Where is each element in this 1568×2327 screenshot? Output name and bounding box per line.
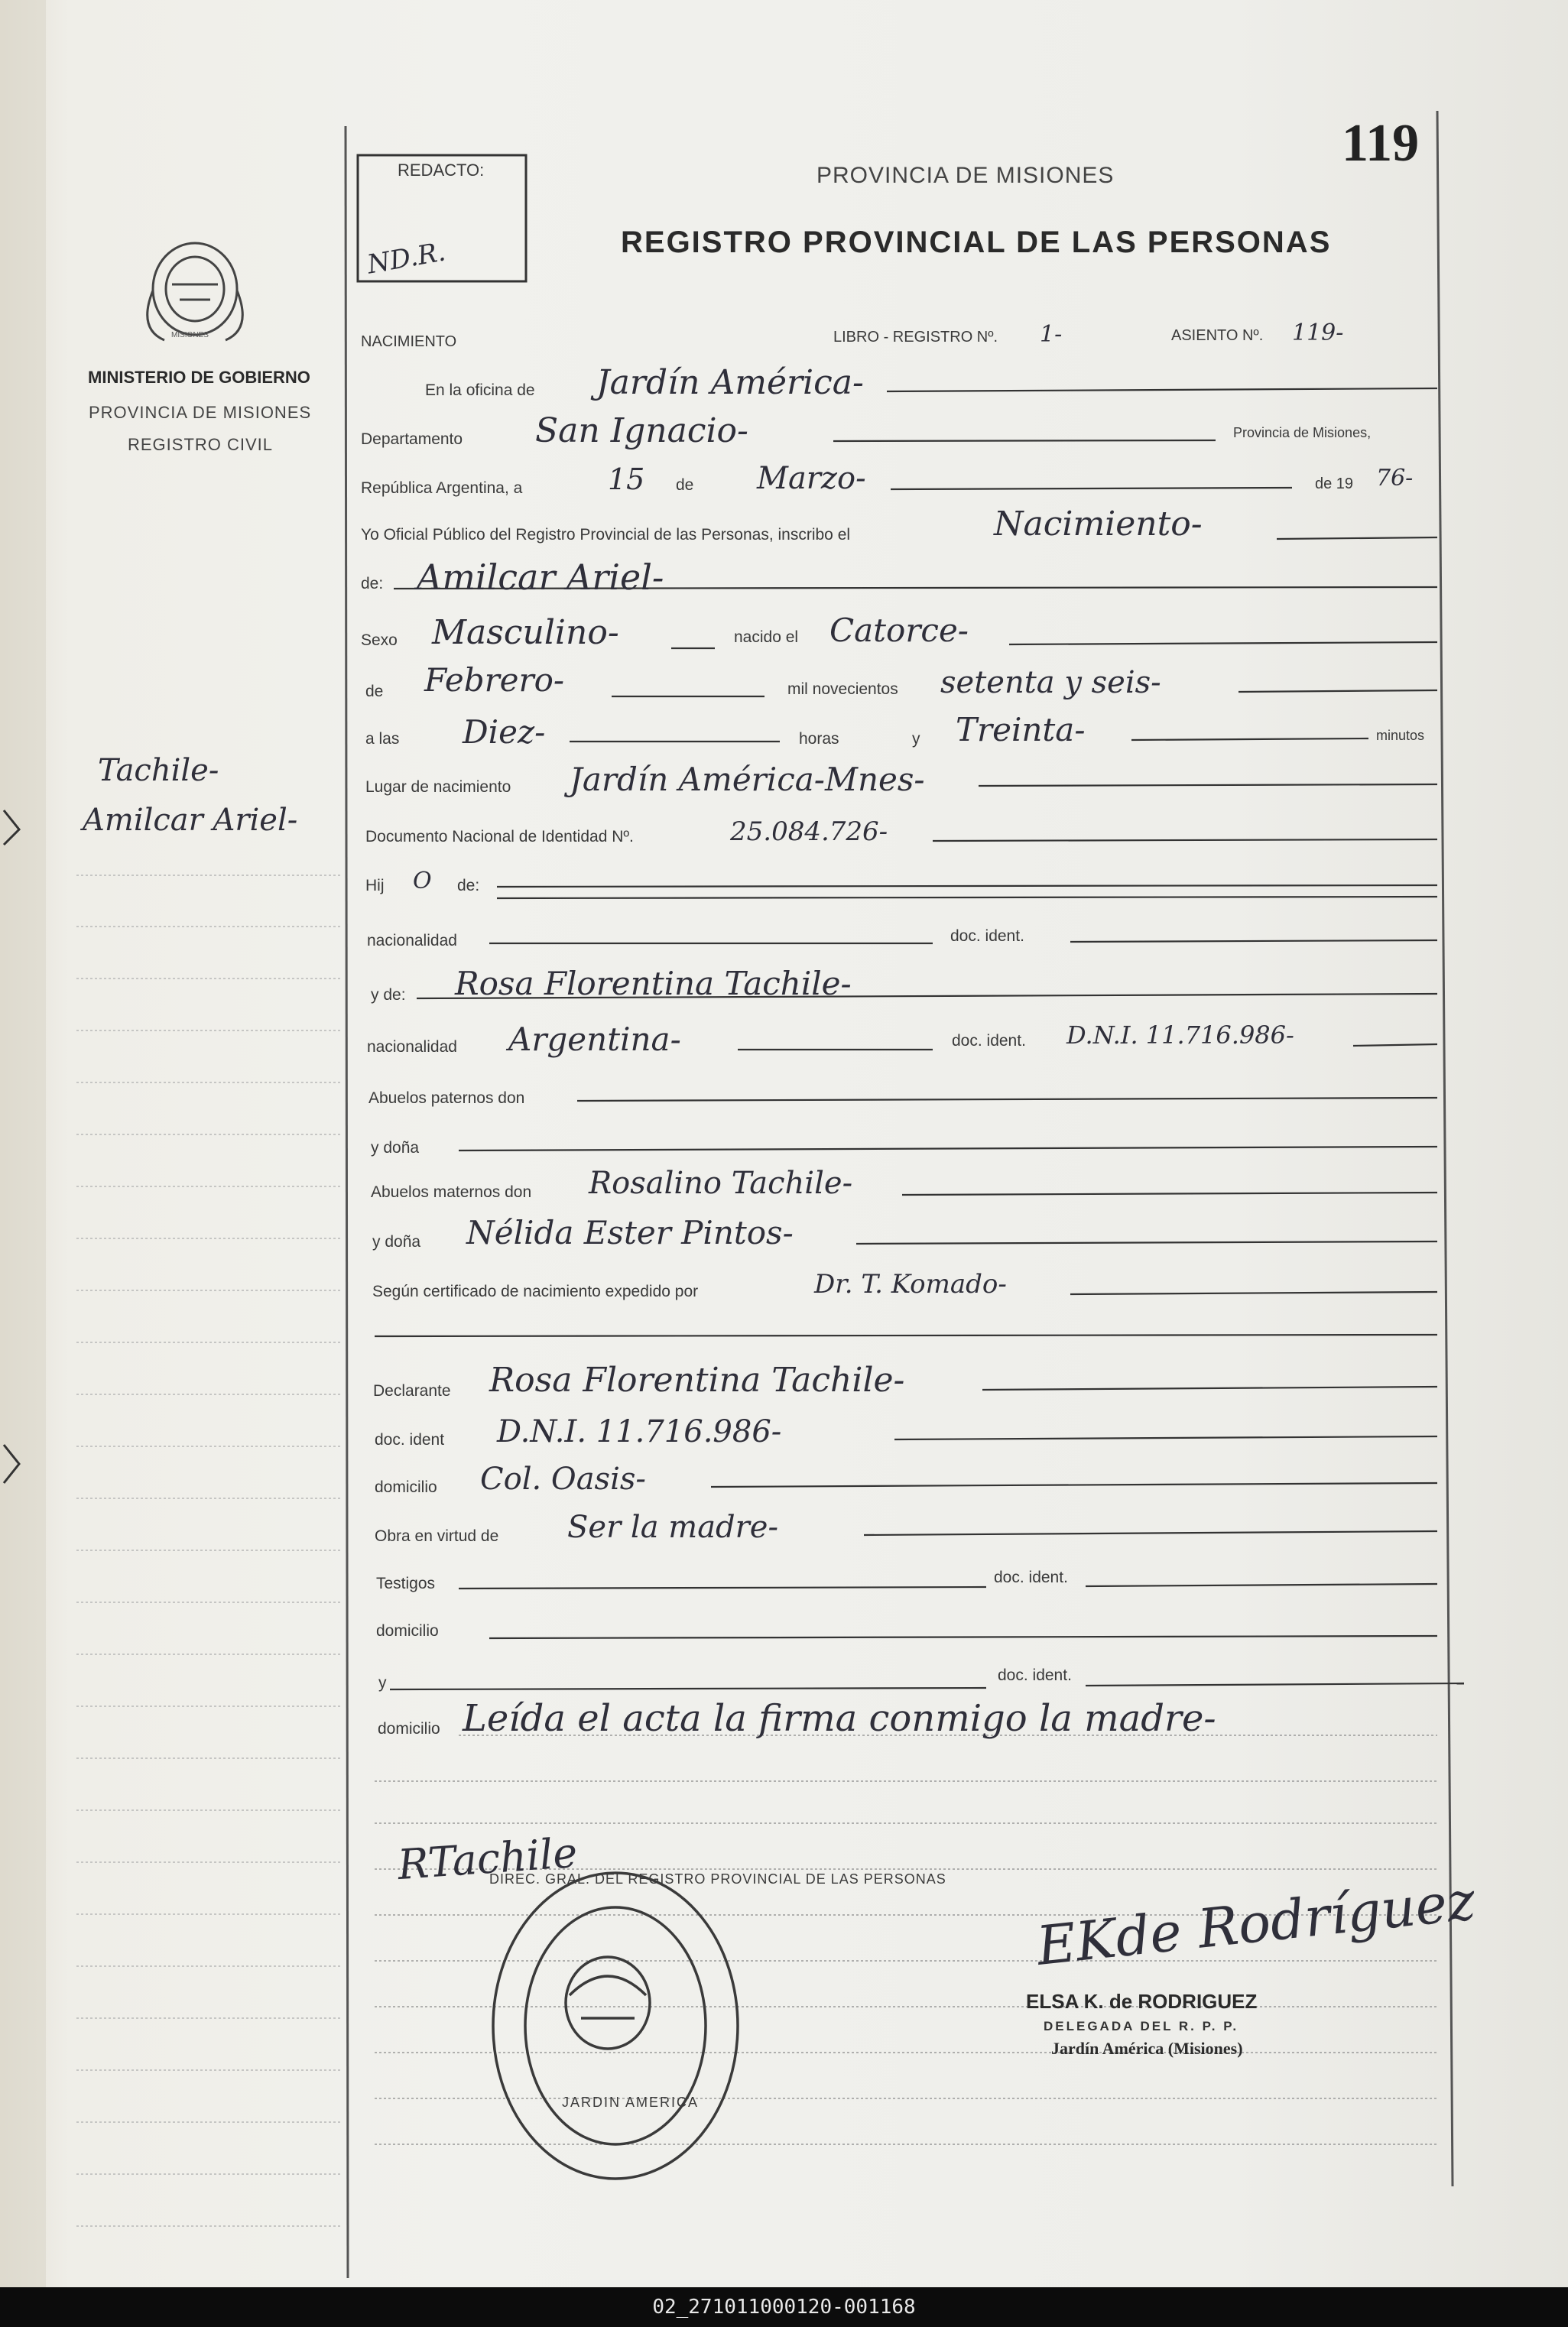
- acto-value: Nacimiento-: [994, 505, 1203, 544]
- nota-value: Leída el acta la firma conmigo la madre-: [463, 1697, 1216, 1740]
- docident2-value: D.N.I. 11.716.986-: [1066, 1021, 1294, 1050]
- page-number: 119: [1342, 114, 1420, 173]
- dia-value: 15: [608, 462, 645, 496]
- hijo-suffix: O: [413, 868, 432, 894]
- departamento-label: Departamento: [361, 430, 463, 448]
- official-place: Jardín América (Misiones): [1051, 2039, 1243, 2058]
- page-title: REGISTRO PROVINCIAL DE LAS PERSONAS: [621, 226, 1332, 259]
- docident5-label: doc. ident.: [998, 1667, 1072, 1684]
- docident4-label: doc. ident.: [994, 1569, 1068, 1586]
- margin-note-name: Amilcar Ariel-: [83, 803, 298, 838]
- declarante-value: Rosa Florentina Tachile-: [489, 1361, 905, 1400]
- libro-value: 1-: [1040, 321, 1063, 348]
- asiento-value: 119-: [1292, 320, 1344, 346]
- testigos-label: Testigos: [376, 1575, 436, 1592]
- sexo-value: Masculino-: [432, 613, 619, 652]
- ydona-label-1: y doña: [371, 1139, 420, 1157]
- minutos-value: Treinta-: [956, 711, 1086, 748]
- domicilio2-label: domicilio: [376, 1622, 439, 1640]
- docident3-value: D.N.I. 11.716.986-: [497, 1414, 782, 1449]
- de-label: de: [676, 476, 694, 494]
- abuelos-mat-value: Rosalino Tachile-: [589, 1166, 853, 1201]
- emblem-label: MISIONES: [171, 331, 209, 339]
- nacionalidad1-label: nacionalidad: [367, 932, 457, 949]
- hijo-label: Hij: [365, 877, 385, 894]
- provincia-label: Provincia de Misiones,: [1233, 425, 1372, 440]
- certificado-label: Según certificado de nacimiento expedido por: [372, 1283, 699, 1300]
- abuelos-pat-label: Abuelos paternos don: [368, 1089, 525, 1107]
- alas-label: a las: [365, 730, 400, 748]
- dni-value: 25.084.726-: [730, 816, 888, 847]
- stamp-initials: ND.R.: [365, 236, 448, 281]
- dni-label: Documento Nacional de Identidad Nº.: [365, 828, 634, 845]
- hijo-de-label: de:: [457, 877, 480, 894]
- oficial-label: Yo Oficial Público del Registro Provincial de las Personas, inscribo el: [361, 526, 851, 544]
- margin-note-surname: Tachile-: [98, 753, 219, 788]
- obra-value: Ser la madre-: [567, 1510, 778, 1545]
- domicilio1-label: domicilio: [375, 1478, 437, 1496]
- republica-label: República Argentina, a: [361, 479, 523, 497]
- lugar-value: Jardín América-Mnes-: [570, 761, 925, 798]
- oficina-value: Jardín América-: [596, 363, 864, 402]
- ministry-office: REGISTRO CIVIL: [128, 435, 274, 454]
- de-nombre-label: de:: [361, 575, 384, 592]
- yde-label: y de:: [371, 986, 406, 1004]
- image-caption: 02_271011000120-001168: [0, 2287, 1568, 2327]
- docident3-label: doc. ident: [375, 1431, 445, 1449]
- emblem-icon: [148, 243, 243, 340]
- nacido-value: Catorce-: [829, 612, 969, 649]
- nac-mes-value: Febrero-: [424, 661, 565, 699]
- sexo-label: Sexo: [361, 631, 398, 649]
- stamp-label: REDACTO:: [398, 161, 485, 180]
- anio-value: 76-: [1376, 465, 1414, 492]
- record-type: NACIMIENTO: [361, 333, 457, 350]
- declarant-signature: RTachile: [396, 1828, 579, 1890]
- horas-value: Diez-: [463, 713, 546, 751]
- obra-label: Obra en virtud de: [375, 1527, 499, 1545]
- ministry-province: PROVINCIA DE MISIONES: [89, 403, 312, 422]
- oficina-label: En la oficina de: [425, 381, 535, 399]
- y-test-label: y: [378, 1674, 387, 1692]
- y-label: y: [912, 730, 920, 748]
- anio-label: de 19: [1315, 475, 1354, 492]
- de-mes-label: de: [365, 683, 384, 700]
- seal-inner: JARDIN AMERICA: [562, 2095, 700, 2110]
- mes-value: Marzo-: [757, 461, 866, 496]
- certificado-value: Dr. T. Komado-: [814, 1269, 1007, 1300]
- horas-label: horas: [799, 730, 839, 748]
- madre-value: Rosa Florentina Tachile-: [455, 965, 852, 1002]
- domicilio3-label: domicilio: [378, 1720, 440, 1738]
- mil-value: setenta y seis-: [940, 665, 1161, 700]
- nacionalidad2-label: nacionalidad: [367, 1038, 457, 1056]
- abuela-mat-value: Nélida Ester Pintos-: [466, 1214, 794, 1251]
- official-role: DELEGADA DEL R. P. P.: [1044, 2019, 1239, 2033]
- minutos-label: minutos: [1376, 728, 1425, 743]
- domicilio1-value: Col. Oasis-: [480, 1462, 646, 1497]
- nacido-label: nacido el: [734, 628, 799, 646]
- seal-icon: [493, 1873, 738, 2179]
- asiento-label: ASIENTO Nº.: [1171, 327, 1264, 344]
- ydona-label-2: y doña: [372, 1233, 421, 1251]
- lugar-label: Lugar de nacimiento: [365, 778, 511, 796]
- departamento-value: San Ignacio-: [535, 411, 748, 450]
- seal-text: DIREC. GRAL. DEL REGISTRO PROVINCIAL DE LAS PERSONAS: [489, 1871, 946, 1887]
- nacionalidad2-value: Argentina-: [508, 1021, 681, 1058]
- mil-label: mil novecientos: [787, 680, 898, 698]
- official-name: ELSA K. de RODRIGUEZ: [1026, 1990, 1258, 2013]
- nombre-value: Amilcar Ariel-: [417, 557, 664, 598]
- header-province: PROVINCIA DE MISIONES: [816, 163, 1115, 188]
- docident2-label: doc. ident.: [952, 1032, 1026, 1050]
- libro-label: LIBRO - REGISTRO Nº.: [833, 329, 998, 346]
- official-signature: EKde Rodríguez: [1034, 1869, 1479, 1978]
- docident1-label: doc. ident.: [950, 927, 1024, 945]
- ministry-name: MINISTERIO DE GOBIERNO: [88, 368, 310, 387]
- declarante-label: Declarante: [373, 1382, 451, 1400]
- abuelos-mat-label: Abuelos maternos don: [371, 1183, 532, 1201]
